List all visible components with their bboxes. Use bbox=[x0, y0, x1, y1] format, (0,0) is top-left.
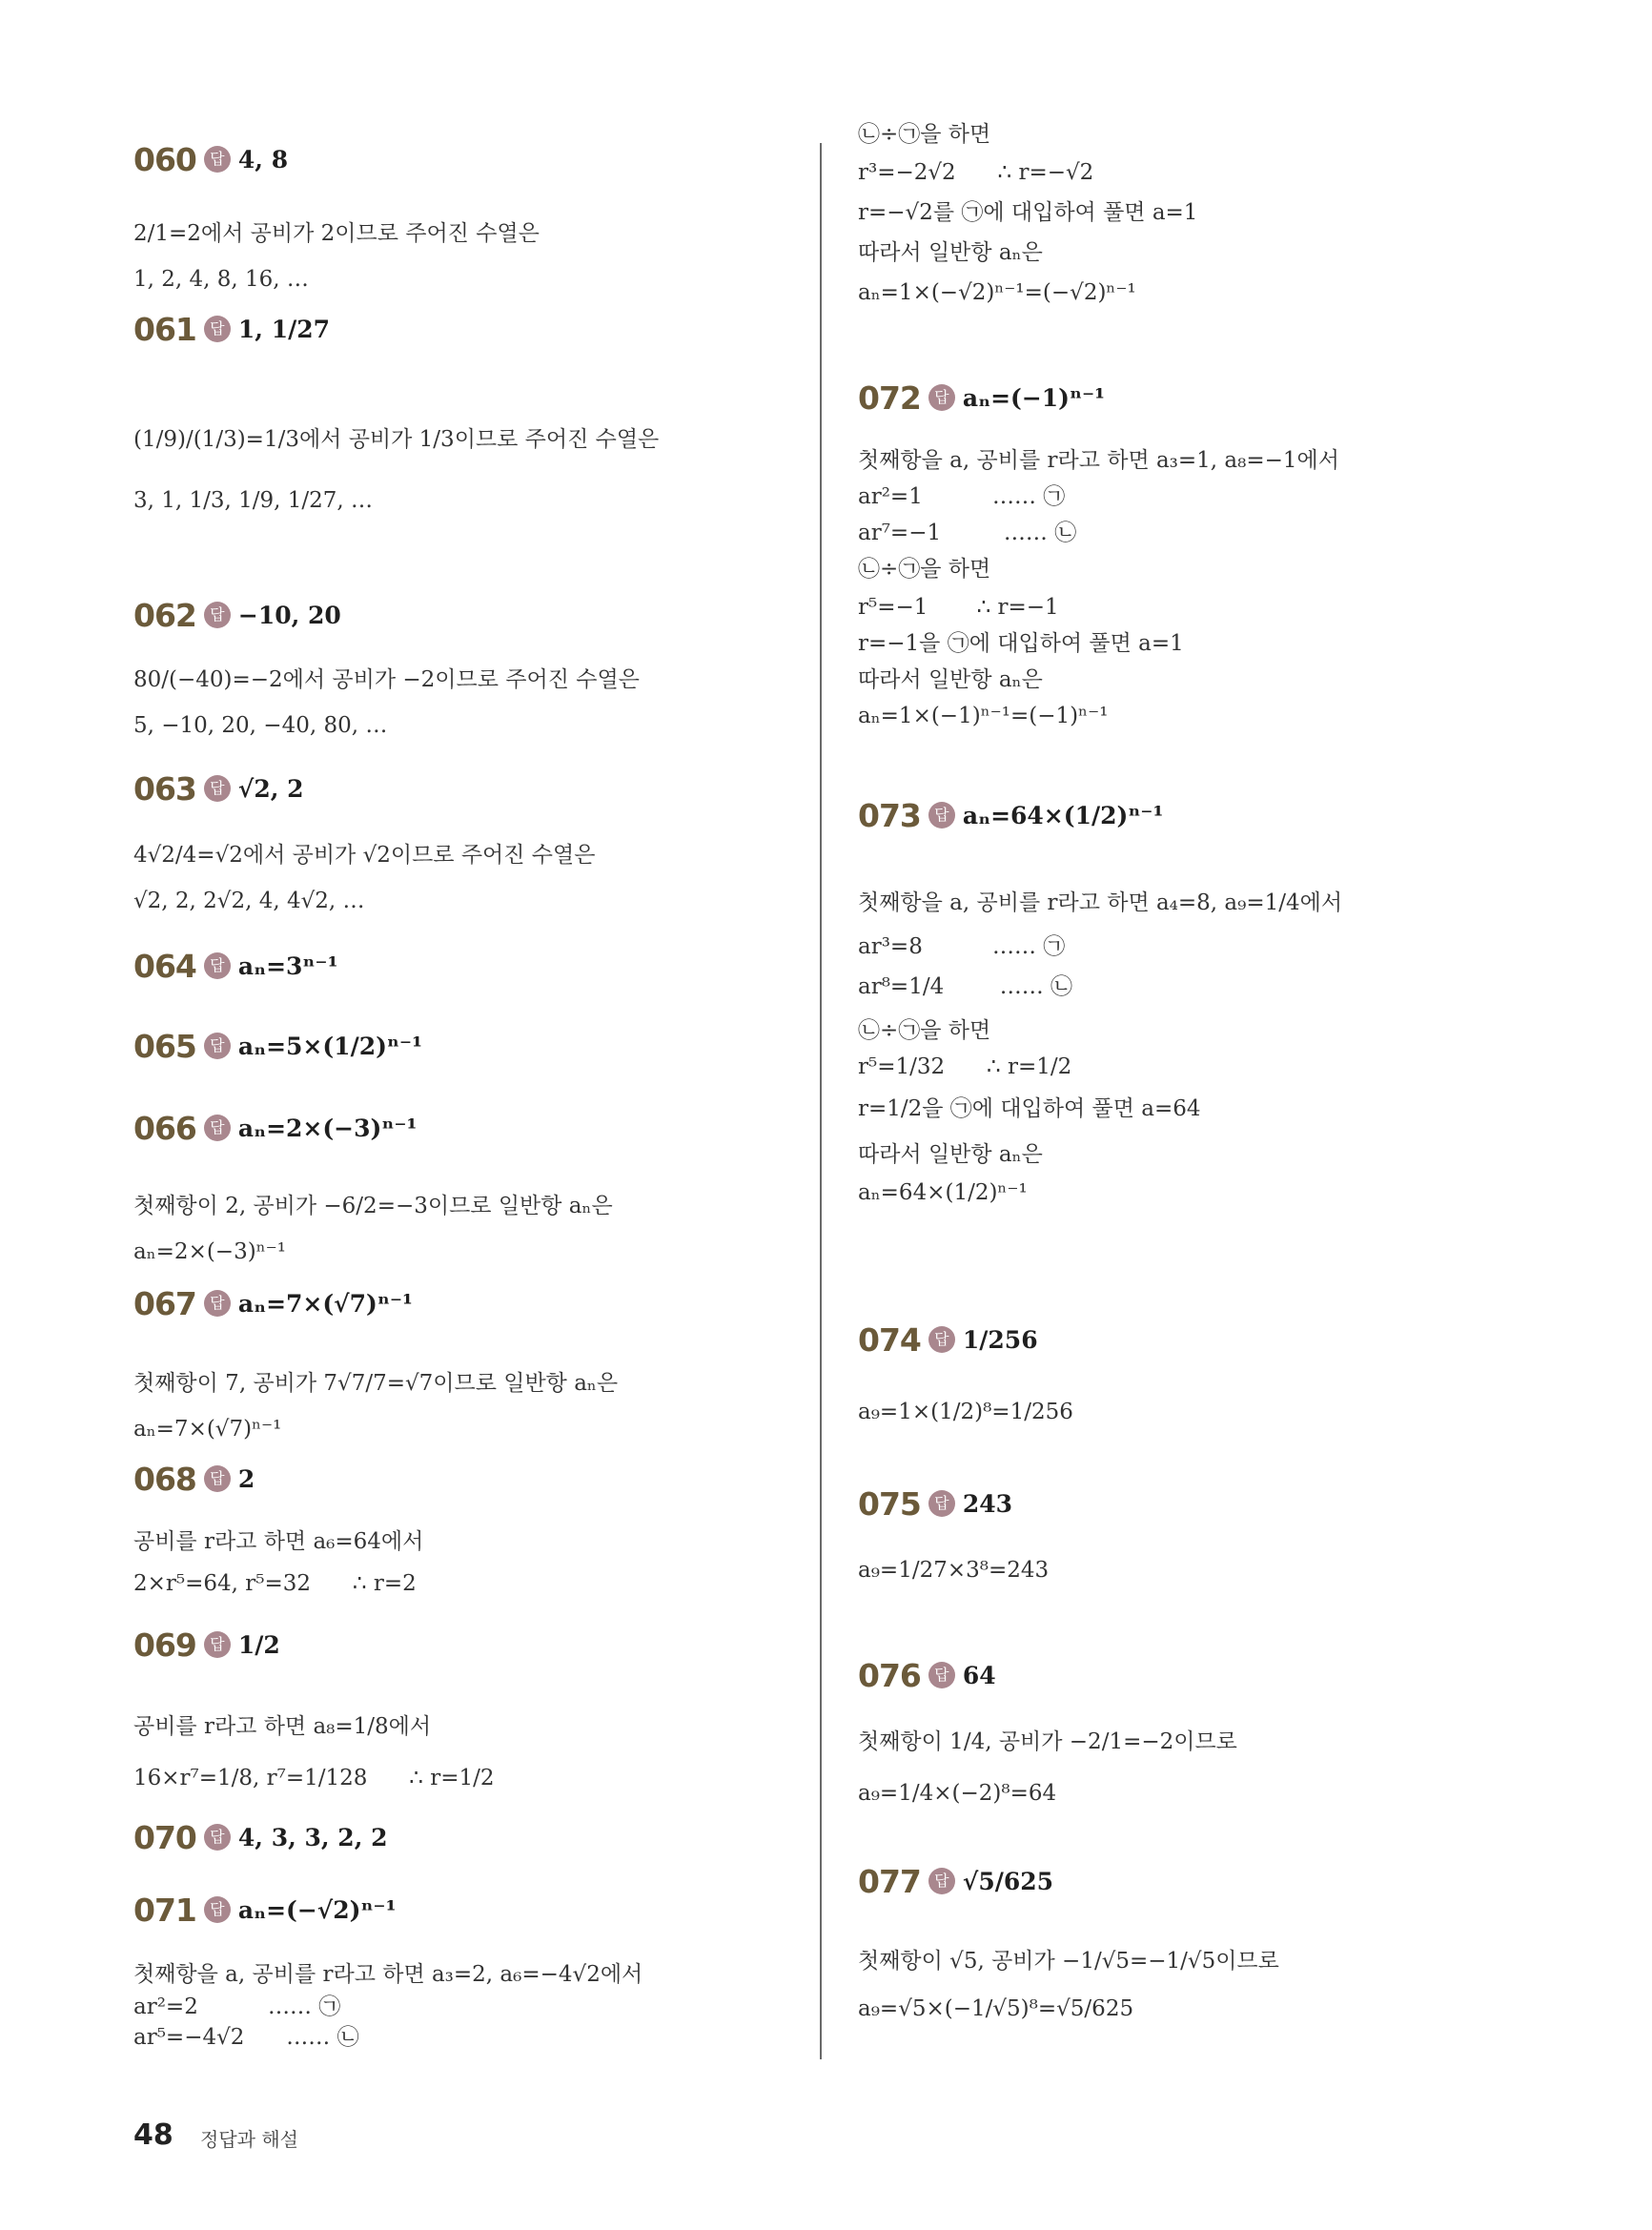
problem-number: 068 bbox=[133, 1460, 196, 1498]
answer-badge-icon: 답 bbox=[204, 1033, 231, 1059]
solution-line: r=1/2을 ㉠에 대입하여 풀면 a=64 bbox=[858, 1096, 1201, 1121]
problem-block bbox=[133, 1884, 801, 2050]
problem-header bbox=[133, 589, 801, 641]
problem-number: 060 bbox=[133, 140, 196, 178]
problem-number: 066 bbox=[133, 1109, 196, 1147]
answer-badge-icon: 답 bbox=[204, 316, 231, 342]
problem-header bbox=[858, 1478, 1544, 1529]
answer-text: aₙ=(−√2)ⁿ⁻¹ bbox=[237, 1895, 397, 1924]
problem-block bbox=[133, 133, 801, 292]
problem-header bbox=[858, 1649, 1544, 1701]
answer-text: 1/256 bbox=[962, 1325, 1038, 1354]
answer-badge-icon: 답 bbox=[204, 1290, 231, 1317]
answer-text: 2 bbox=[237, 1464, 255, 1493]
solution-line: 공비를 r라고 하면 a₆=64에서 bbox=[133, 1529, 424, 1554]
answer-text: 4, 3, 3, 2, 2 bbox=[237, 1823, 388, 1852]
answer-text: aₙ=(−1)ⁿ⁻¹ bbox=[962, 383, 1106, 412]
problem-header bbox=[133, 763, 801, 814]
problem-number: 070 bbox=[133, 1818, 196, 1856]
solution-line: 4√2/4=√2에서 공비가 √2이므로 주어진 수열은 bbox=[133, 843, 596, 868]
problem-number: 067 bbox=[133, 1284, 196, 1322]
solution-line: 첫째항을 a, 공비를 r라고 하면 a₃=2, a₆=−4√2에서 bbox=[133, 1962, 643, 1987]
solution-line: ar⁸=1/4 …… ㉡ bbox=[858, 974, 1073, 999]
answer-text: aₙ=5×(1/2)ⁿ⁻¹ bbox=[237, 1032, 423, 1060]
problem-block bbox=[133, 1278, 801, 1442]
answer-text: −10, 20 bbox=[237, 601, 341, 629]
problem-block bbox=[858, 1649, 1544, 1806]
solution-line: 첫째항을 a, 공비를 r라고 하면 a₃=1, a₈=−1에서 bbox=[858, 448, 1339, 473]
answer-badge-icon: 답 bbox=[928, 802, 955, 829]
answer-badge-icon: 답 bbox=[928, 1326, 955, 1353]
problem-header bbox=[133, 1278, 801, 1329]
answer-badge-icon: 답 bbox=[928, 1490, 955, 1517]
answer-badge-icon: 답 bbox=[928, 384, 955, 411]
solution-line: 따라서 일반항 aₙ은 bbox=[858, 240, 1043, 265]
problem-number: 073 bbox=[858, 796, 921, 834]
problem-number: 064 bbox=[133, 947, 196, 985]
solution-line: ㉡÷㉠을 하면 bbox=[858, 557, 991, 582]
problem-number: 062 bbox=[133, 596, 196, 634]
problem-block bbox=[133, 1619, 801, 1790]
solution-line: a₉=1/4×(−2)⁸=64 bbox=[858, 1781, 1057, 1806]
problem-block bbox=[133, 303, 801, 513]
solution-line: 따라서 일반항 aₙ은 bbox=[858, 1142, 1043, 1167]
solution-line: ar⁷=−1 …… ㉡ bbox=[858, 521, 1077, 545]
problem-header bbox=[133, 1619, 801, 1670]
problem-block bbox=[858, 789, 1544, 1205]
problem-header bbox=[133, 1453, 801, 1504]
footer-label: 정답과 해설 bbox=[200, 2128, 298, 2151]
problem-header bbox=[133, 1020, 801, 1072]
column-divider bbox=[820, 143, 822, 2059]
solution-line: 2/1=2에서 공비가 2이므로 주어진 수열은 bbox=[133, 221, 540, 246]
problem-header bbox=[858, 1314, 1544, 1365]
solution-line: a₉=1×(1/2)⁸=1/256 bbox=[858, 1400, 1073, 1424]
answer-text: 1, 1/27 bbox=[237, 315, 331, 343]
problem-header bbox=[133, 1884, 801, 1935]
problem-block bbox=[858, 1855, 1544, 2021]
problem-block bbox=[858, 1314, 1544, 1424]
problem-block bbox=[858, 372, 1544, 728]
solution-line: r=−√2를 ㉠에 대입하여 풀면 a=1 bbox=[858, 200, 1198, 225]
problem-header bbox=[858, 372, 1544, 423]
problem-block bbox=[133, 589, 801, 738]
problem-header bbox=[858, 1855, 1544, 1907]
solution-line: a₉=1/27×3⁸=243 bbox=[858, 1558, 1050, 1583]
solution-line: r⁵=1/32 ∴ r=1/2 bbox=[858, 1054, 1072, 1079]
solution-line: a₉=√5×(−1/√5)⁸=√5/625 bbox=[858, 1996, 1134, 2021]
problem-number: 071 bbox=[133, 1891, 196, 1929]
problem-number: 063 bbox=[133, 769, 196, 808]
answer-text: aₙ=7×(√7)ⁿ⁻¹ bbox=[237, 1289, 413, 1318]
solution-line: 첫째항이 √5, 공비가 −1/√5=−1/√5이므로 bbox=[858, 1949, 1279, 1974]
problem-header bbox=[133, 940, 801, 992]
problem-number: 065 bbox=[133, 1027, 196, 1065]
solution-line: 2×r⁵=64, r⁵=32 ∴ r=2 bbox=[133, 1571, 417, 1596]
solution-line: aₙ=2×(−3)ⁿ⁻¹ bbox=[133, 1239, 287, 1264]
solution-line: 1, 2, 4, 8, 16, … bbox=[133, 267, 309, 292]
problem-number: 076 bbox=[858, 1656, 921, 1694]
answer-text: √5/625 bbox=[962, 1867, 1054, 1895]
solution-line: aₙ=1×(−√2)ⁿ⁻¹=(−√2)ⁿ⁻¹ bbox=[858, 280, 1136, 305]
problem-number: 061 bbox=[133, 310, 196, 348]
problem-number: 074 bbox=[858, 1320, 921, 1359]
problem-block bbox=[133, 1453, 801, 1596]
answer-badge-icon: 답 bbox=[204, 1896, 231, 1923]
answer-text: 64 bbox=[962, 1661, 996, 1689]
solution-line: (1/9)/(1/3)=1/3에서 공비가 1/3이므로 주어진 수열은 bbox=[133, 427, 660, 452]
answer-badge-icon: 답 bbox=[204, 1115, 231, 1141]
answer-badge-icon: 답 bbox=[928, 1662, 955, 1688]
problem-block bbox=[858, 1478, 1544, 1583]
solution-line: aₙ=64×(1/2)ⁿ⁻¹ bbox=[858, 1180, 1028, 1205]
solution-line: ar²=2 …… ㉠ bbox=[133, 1995, 341, 2019]
solution-line: r=−1을 ㉠에 대입하여 풀면 a=1 bbox=[858, 631, 1184, 656]
problem-header bbox=[133, 1102, 801, 1154]
solution-line: r³=−2√2 ∴ r=−√2 bbox=[858, 160, 1094, 185]
problem-number: 077 bbox=[858, 1862, 921, 1900]
solution-line: 공비를 r라고 하면 a₈=1/8에서 bbox=[133, 1714, 432, 1739]
solution-line: ar⁵=−4√2 …… ㉡ bbox=[133, 2025, 359, 2050]
problem-number: 069 bbox=[133, 1626, 196, 1664]
answer-badge-icon: 답 bbox=[204, 952, 231, 979]
answer-badge-icon: 답 bbox=[204, 775, 231, 802]
solution-line: ㉡÷㉠을 하면 bbox=[858, 1018, 991, 1043]
problem-block bbox=[133, 1020, 801, 1072]
answer-badge-icon: 답 bbox=[204, 1631, 231, 1658]
answer-badge-icon: 답 bbox=[204, 1824, 231, 1851]
solution-line: 5, −10, 20, −40, 80, … bbox=[133, 713, 388, 738]
solution-line: aₙ=1×(−1)ⁿ⁻¹=(−1)ⁿ⁻¹ bbox=[858, 704, 1109, 728]
solution-line: 첫째항을 a, 공비를 r라고 하면 a₄=8, a₉=1/4에서 bbox=[858, 890, 1343, 915]
page-number: 48 bbox=[133, 2118, 173, 2152]
solution-line: ㉡÷㉠을 하면 bbox=[858, 122, 991, 147]
answer-text: √2, 2 bbox=[237, 774, 304, 803]
problem-header bbox=[133, 1811, 801, 1863]
problem-block bbox=[133, 1811, 801, 1863]
solution-line: aₙ=7×(√7)ⁿ⁻¹ bbox=[133, 1417, 282, 1442]
solution-line: √2, 2, 2√2, 4, 4√2, … bbox=[133, 889, 365, 913]
problem-number: 075 bbox=[858, 1484, 921, 1523]
problem-header bbox=[858, 789, 1544, 841]
solution-line: 첫째항이 1/4, 공비가 −2/1=−2이므로 bbox=[858, 1729, 1237, 1754]
problem-block bbox=[133, 1102, 801, 1264]
problem-header bbox=[133, 303, 801, 355]
problem-block bbox=[133, 763, 801, 913]
answer-text: aₙ=64×(1/2)ⁿ⁻¹ bbox=[962, 801, 1164, 829]
problem-number: 072 bbox=[858, 378, 921, 417]
answer-text: aₙ=3ⁿ⁻¹ bbox=[237, 951, 338, 980]
solution-line: 첫째항이 7, 공비가 7√7/7=√7이므로 일반항 aₙ은 bbox=[133, 1371, 619, 1396]
answer-badge-icon: 답 bbox=[204, 1465, 231, 1492]
problem-block bbox=[133, 940, 801, 992]
solution-line: r⁵=−1 ∴ r=−1 bbox=[858, 595, 1059, 620]
solution-line: 16×r⁷=1/8, r⁷=1/128 ∴ r=1/2 bbox=[133, 1766, 495, 1790]
answer-text: 4, 8 bbox=[237, 145, 289, 174]
solution-line: 따라서 일반항 aₙ은 bbox=[858, 667, 1043, 692]
solution-line: ar³=8 …… ㉠ bbox=[858, 934, 1066, 959]
answer-badge-icon: 답 bbox=[204, 146, 231, 173]
answer-text: aₙ=2×(−3)ⁿ⁻¹ bbox=[237, 1114, 418, 1142]
solution-line: 첫째항이 2, 공비가 −6/2=−3이므로 일반항 aₙ은 bbox=[133, 1194, 613, 1218]
answer-text: 1/2 bbox=[237, 1630, 280, 1659]
solution-line: 80/(−40)=−2에서 공비가 −2이므로 주어진 수열은 bbox=[133, 667, 640, 692]
answer-badge-icon: 답 bbox=[928, 1868, 955, 1894]
solution-line: 3, 1, 1/3, 1/9, 1/27, … bbox=[133, 488, 374, 513]
problem-header bbox=[133, 133, 801, 185]
answer-text: 243 bbox=[962, 1489, 1013, 1518]
answer-badge-icon: 답 bbox=[204, 602, 231, 628]
solution-line: ar²=1 …… ㉠ bbox=[858, 484, 1066, 509]
